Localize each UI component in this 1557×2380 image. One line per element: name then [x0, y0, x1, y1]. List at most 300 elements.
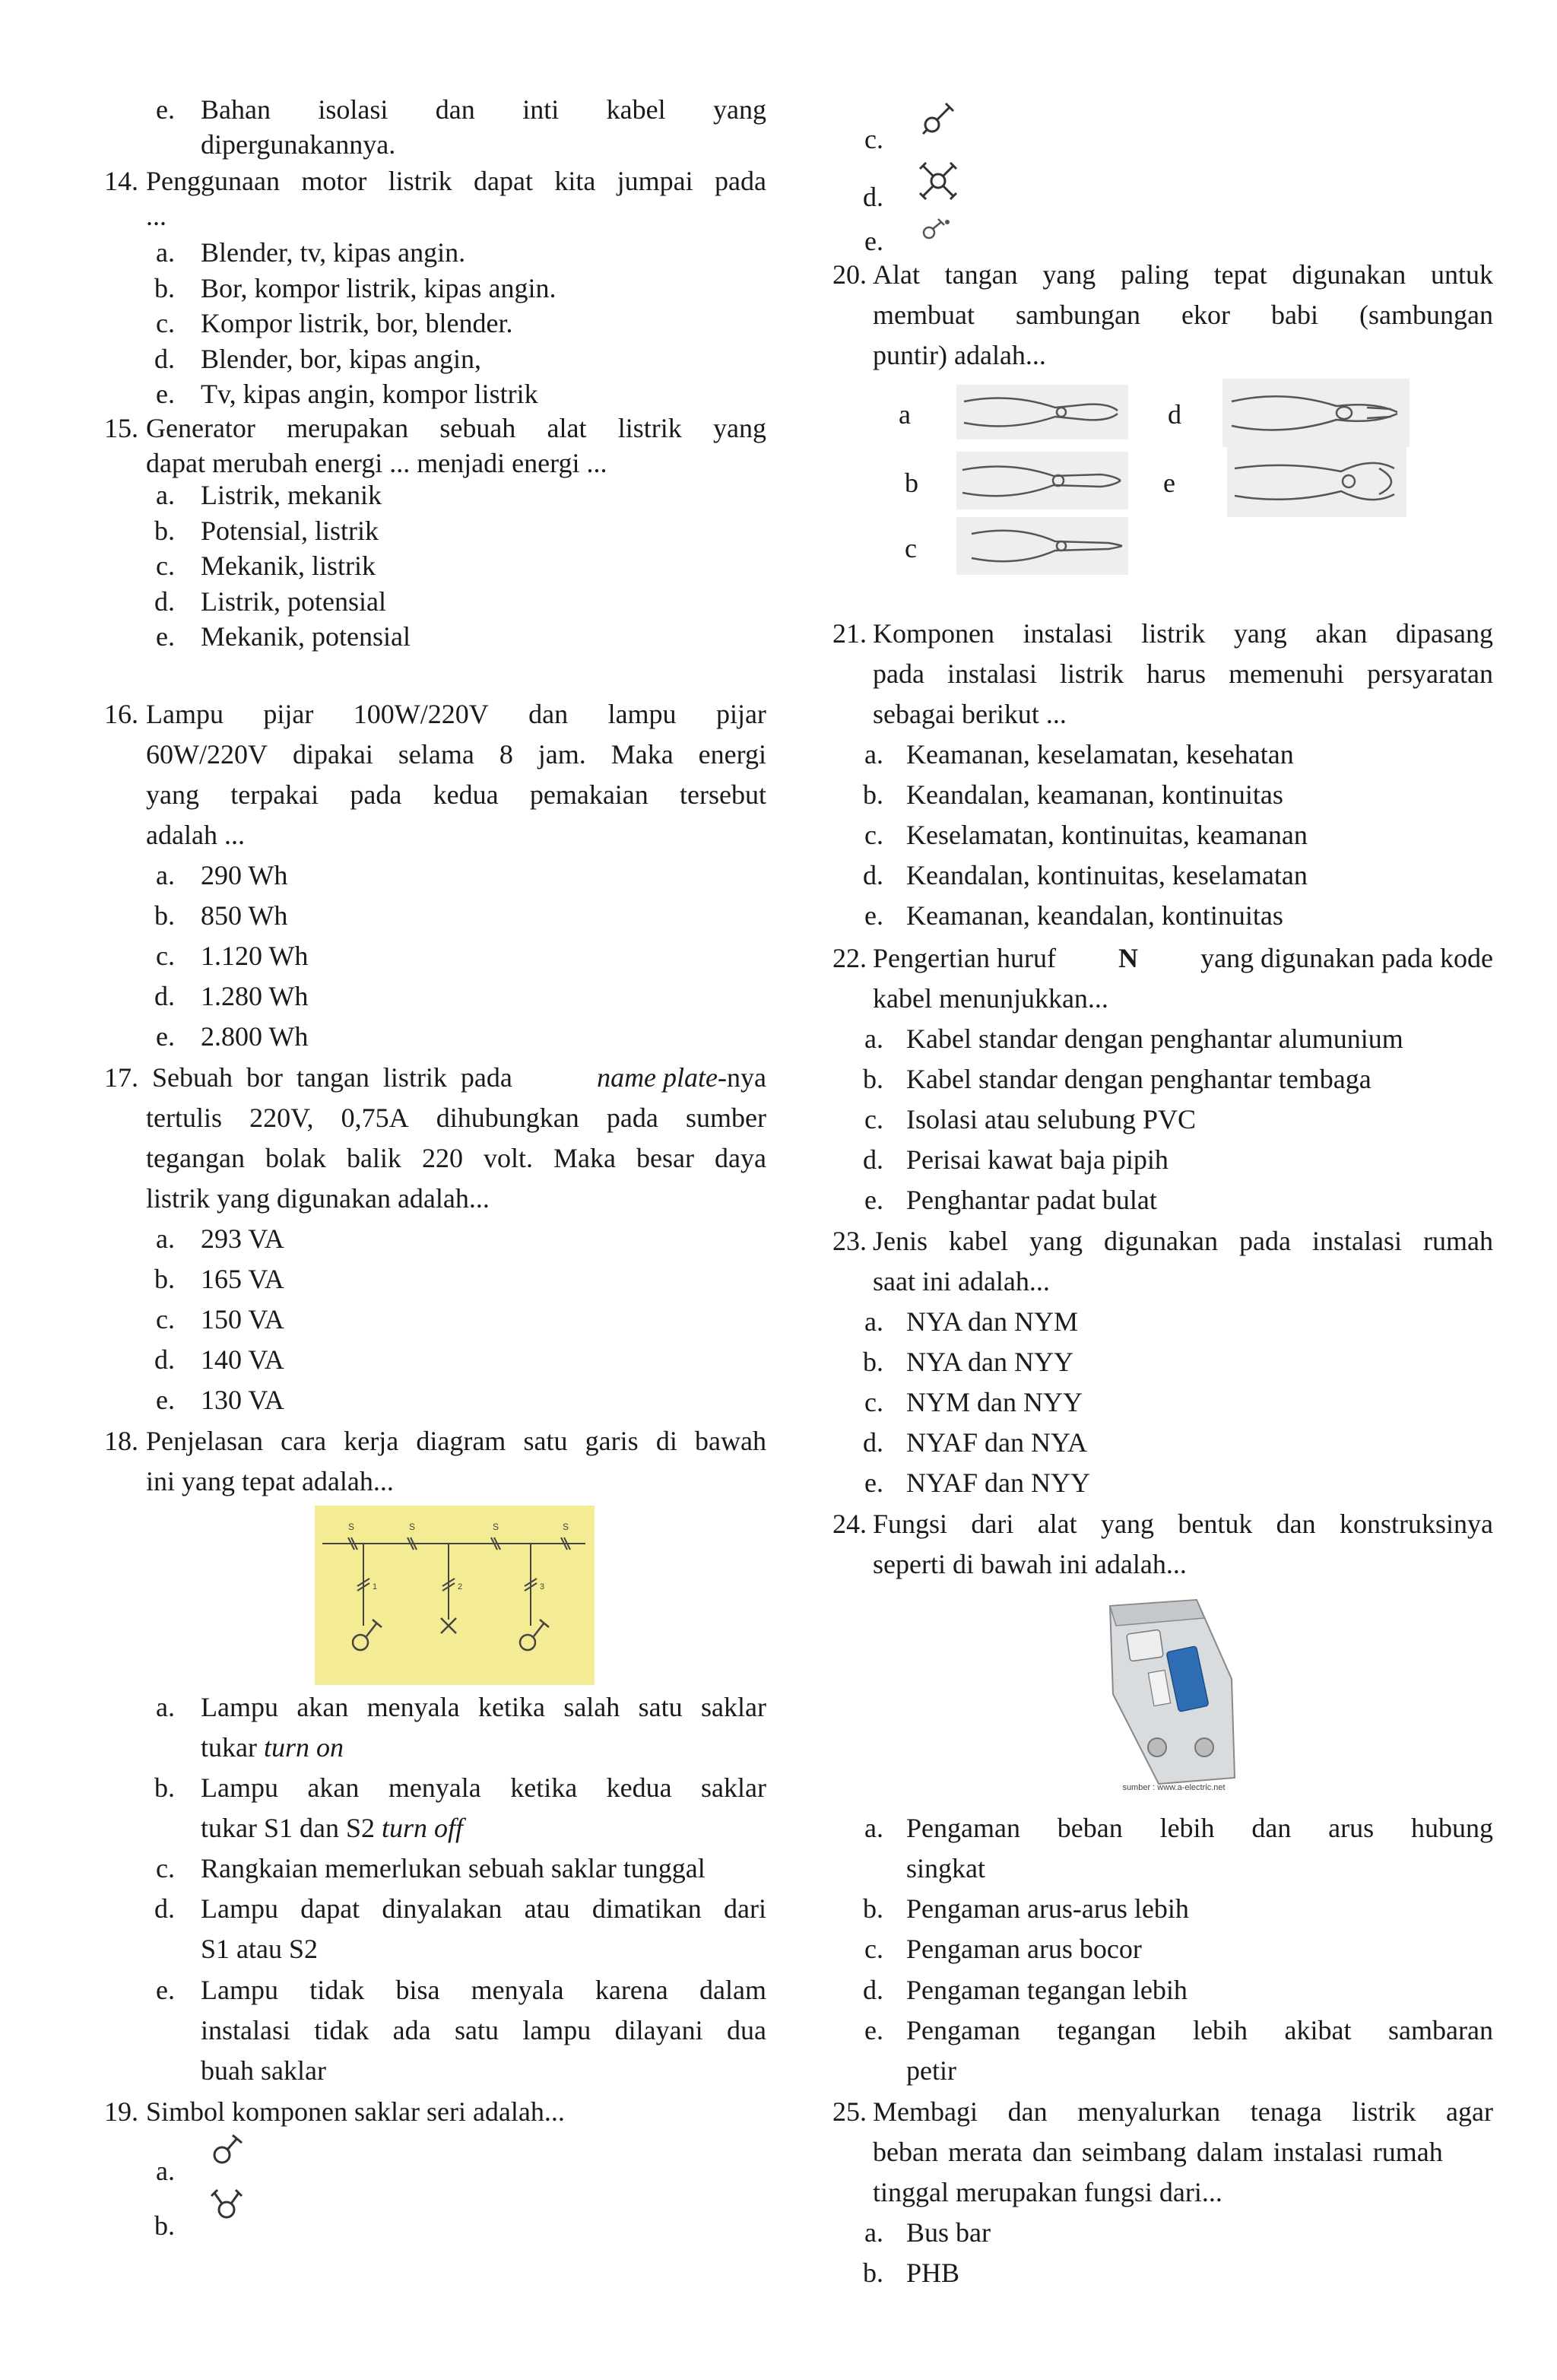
q14-option-letter: e. — [156, 379, 175, 409]
q16-stem-line2-word: Maka — [610, 739, 674, 770]
q18-stem-line1-word: bawah — [695, 1426, 766, 1456]
q16-stem-line3-word: terpakai — [230, 779, 319, 810]
q25-option-text[interactable]: PHB — [906, 2258, 960, 2288]
q23-option-text[interactable]: NYAF dan NYY — [906, 1468, 1090, 1498]
q17-stem-line4: listrik yang digunakan adalah... — [146, 1183, 490, 1214]
q16-option-letter: a. — [156, 860, 175, 890]
q15-option-letter: a. — [156, 480, 175, 510]
q20-number: 20. — [832, 259, 867, 290]
pliers-image-c[interactable] — [956, 517, 1128, 575]
q18-number: 18. — [104, 1426, 138, 1456]
q23-option-letter: a. — [864, 1306, 883, 1337]
q18-option-e-line1-word: karena — [595, 1975, 668, 2005]
switch-symbol-a-icon — [208, 2131, 246, 2169]
q21-stem-line1-word: Komponen — [873, 618, 994, 649]
q17-stem-line3-word: tegangan — [146, 1143, 245, 1173]
q15-option-letter: d. — [154, 585, 175, 617]
q21-option-letter: a. — [864, 739, 883, 770]
q14-option-text[interactable]: Blender, bor, kipas angin, — [201, 343, 482, 374]
q24-stem-line1 — [873, 1506, 1493, 1541]
q18-stem-line2: ini yang tepat adalah... — [146, 1466, 394, 1496]
q16-stem-line3-word: tersebut — [680, 779, 766, 810]
q24-option-a-line1-word: Pengaman — [906, 1813, 1020, 1843]
q14-stem-line1-word: dapat — [474, 166, 533, 196]
q15-option-text[interactable]: Potensial, listrik — [201, 515, 379, 546]
q17-stem-line2 — [146, 1100, 766, 1135]
pliers-image-b[interactable] — [956, 452, 1128, 509]
q16-stem-line3-word: yang — [146, 779, 199, 810]
q18-option-b-line1-word: ketika — [510, 1772, 578, 1803]
q18-option-b-line2-italic: turn off — [382, 1813, 464, 1843]
q20-stem-line1-word: untuk — [1430, 259, 1493, 290]
q18-option-e-line1-word: tidak — [309, 1975, 365, 2005]
q18-stem-line1-word: diagram — [416, 1426, 506, 1456]
switch-symbol-a[interactable] — [208, 2131, 246, 2172]
q17-stem-line3-word: balik — [346, 1143, 401, 1173]
q24-option-e-line1-word: sambaran — [1388, 2015, 1493, 2045]
q18-option-c-letter: c. — [156, 1853, 175, 1883]
q18-option-d-line1[interactable] — [201, 1891, 766, 1926]
q18-option-a-line1-word: ketika — [477, 1692, 545, 1722]
q14-option-letter: c. — [156, 308, 175, 338]
q21-option-letter: e. — [864, 900, 883, 931]
q18-option-d-line1-word: Lampu — [201, 1893, 278, 1924]
q15-option-text[interactable]: Listrik, mekanik — [201, 480, 382, 510]
q18-option-a-line1-word: salah — [563, 1692, 620, 1722]
q18-stem-line1-word: garis — [585, 1426, 639, 1456]
q24-option-b-letter: b. — [863, 1893, 883, 1924]
q20-label-a: a — [899, 399, 911, 430]
q19-option-a-letter: a. — [156, 2156, 175, 2186]
q18-option-e-line2-word: satu — [454, 2015, 499, 2045]
q14-option-text[interactable]: Tv, kipas angin, kompor listrik — [201, 379, 538, 409]
q22-option-text[interactable]: Penghantar padat bulat — [906, 1185, 1157, 1215]
q17-name-plate-suffix: -nya — [718, 1062, 766, 1093]
q18-option-a-line2-italic: turn on — [263, 1732, 344, 1763]
q17-stem-line2-word: tertulis — [146, 1103, 222, 1133]
q23-option-letter: d. — [863, 1427, 883, 1458]
q17-stem-line1-nameplate — [597, 1060, 766, 1095]
q24-stem-line1-word: bentuk — [1178, 1509, 1253, 1539]
q21-stem-line3: sebagai berikut ... — [873, 699, 1067, 729]
q15-option-letter: c. — [156, 551, 175, 581]
q23-option-letter: c. — [864, 1387, 883, 1417]
q18-option-d-line1-word: dari — [724, 1893, 766, 1924]
q15-option-text[interactable]: Mekanik, listrik — [201, 551, 376, 581]
q24-stem-line1-word: dari — [971, 1509, 1014, 1539]
q13-option-e-line1-word: kabel — [606, 94, 666, 125]
q14-option-text[interactable]: Kompor listrik, bor, blender. — [201, 308, 513, 338]
q20-stem-line2-word: (sambungan — [1359, 300, 1493, 330]
q21-option-text[interactable]: Keamanan, keselamatan, kesehatan — [906, 739, 1294, 770]
q16-stem-line2-word: jam. — [537, 739, 586, 770]
q15-option-letter: b. — [154, 515, 175, 546]
q17-stem-line2-word: pada — [606, 1103, 658, 1133]
q24-option-e-line1-word: tegangan — [1057, 2015, 1156, 2045]
q23-stem-line1-word: yang — [1029, 1226, 1083, 1256]
q24-option-a-line1-word: dan — [1251, 1813, 1292, 1843]
q24-option-a-line2[interactable]: singkat — [906, 1853, 985, 1883]
q18-option-a-letter: a. — [156, 1692, 175, 1722]
q17-stem-line1 — [152, 1060, 766, 1095]
q17-stem-line2-word: dihubungkan — [436, 1103, 579, 1133]
q13-option-e-line1-word: Bahan — [201, 94, 271, 125]
q24-stem-line1-word: Fungsi — [873, 1509, 948, 1539]
q21-option-text[interactable]: Keandalan, kontinuitas, keselamatan — [906, 860, 1308, 890]
q16-option-letter: c. — [156, 941, 175, 971]
q18-option-e-line2-word: ada — [392, 2015, 431, 2045]
q14-stem-line1-word: motor — [301, 166, 367, 196]
q25-stem-line1-word: agar — [1445, 2096, 1493, 2127]
q16-option-letter: d. — [154, 981, 175, 1011]
q25-stem-line2: beban merata dan seimbang dalam instalasi rumah — [873, 2137, 1443, 2167]
q19-option-e-letter: e. — [864, 226, 883, 256]
q24-option-a-line1-word: lebih — [1159, 1813, 1215, 1843]
q16-stem-line2-word: 60W/220V — [146, 739, 268, 770]
q24-stem-line1-word: alat — [1037, 1509, 1077, 1539]
switch-symbol-e-icon — [920, 216, 953, 242]
q23-option-letter: b. — [863, 1347, 883, 1377]
q16-option-text[interactable]: 290 Wh — [201, 860, 288, 890]
q20-stem-line1 — [873, 257, 1493, 292]
q18-option-b-line1-word: menyala — [388, 1772, 481, 1803]
q22-option-letter: a. — [864, 1023, 883, 1054]
q16-number: 16. — [104, 699, 138, 729]
q14-stem-line1-word: listrik — [388, 166, 452, 196]
q15-stem-line1-word: sebuah — [439, 413, 516, 443]
q14-option-letter: b. — [154, 272, 175, 303]
q22-stem-line1-b: yang digunakan pada kode — [1200, 943, 1493, 973]
pliers-a-icon — [956, 385, 1128, 440]
pliers-d-icon — [1222, 379, 1410, 447]
q25-stem-line1-word: Membagi — [873, 2096, 978, 2127]
q16-stem-line3 — [146, 777, 766, 812]
q18-option-b-line1[interactable] — [201, 1770, 766, 1805]
q15-option-letter: e. — [156, 621, 175, 652]
q14-option-text[interactable]: Blender, tv, kipas angin. — [201, 237, 466, 268]
q17-number: 17. — [104, 1062, 138, 1093]
q23-option-text[interactable]: NYAF dan NYA — [906, 1427, 1088, 1458]
q14-option-text[interactable]: Bor, kompor listrik, kipas angin. — [201, 272, 557, 303]
q18-option-a-line1-word: Lampu — [201, 1692, 278, 1722]
q24-option-c-line1[interactable]: Pengaman arus bocor — [906, 1934, 1142, 1964]
q24-option-c-letter: c. — [864, 1934, 883, 1964]
q20-label-d: d — [1168, 399, 1181, 430]
q16-stem-line1-word: 100W/220V — [353, 699, 489, 729]
q18-option-a-line1[interactable] — [201, 1690, 766, 1725]
q23-stem-line1-word: pada — [1238, 1226, 1291, 1256]
q24-option-a-letter: a. — [864, 1813, 883, 1843]
pliers-c-icon — [956, 517, 1128, 575]
switch-symbol-d-icon — [917, 160, 959, 202]
q20-stem-line1-word: yang — [1042, 259, 1096, 290]
q22-option-text[interactable]: Isolasi atau selubung PVC — [906, 1104, 1196, 1134]
q20-label-c: c — [905, 533, 917, 563]
q18-option-b-line2-text: tukar S1 dan S2 — [201, 1813, 375, 1843]
q16-stem-line4: adalah ... — [146, 820, 245, 850]
q16-stem-line3-word: kedua — [433, 779, 499, 810]
switch-symbol-c-icon — [917, 97, 959, 140]
q18-option-e-line2[interactable] — [201, 2013, 766, 2048]
switch-symbol-b[interactable] — [208, 2185, 246, 2227]
q15-stem-line1-word: alat — [547, 413, 587, 443]
q23-stem-line1-word: digunakan — [1104, 1226, 1218, 1256]
q14-stem-line1-word: pada — [714, 166, 766, 196]
q18-option-e-line1-word: menyala — [471, 1975, 564, 2005]
q22-option-letter: b. — [863, 1064, 883, 1094]
q18-option-d-line1-word: dimatikan — [591, 1893, 702, 1924]
q21-option-letter: c. — [864, 820, 883, 850]
q18-option-d-letter: d. — [154, 1893, 175, 1924]
q16-stem-line1-word: dan — [528, 699, 569, 729]
diagram-label-s-4: S — [563, 1522, 569, 1532]
diagram-label-s-3: S — [493, 1522, 499, 1532]
q20-stem-line2-word: membuat — [873, 300, 975, 330]
q14-option-letter: d. — [154, 343, 175, 374]
q16-stem-line2-word: 8 — [499, 739, 513, 770]
q22-number: 22. — [832, 943, 867, 973]
switch-symbol-e-dot — [945, 220, 950, 224]
q24-number: 24. — [832, 1509, 867, 1539]
q18-option-e-line2-word: tidak — [314, 2015, 369, 2045]
q17-stem-line3-word: besar — [636, 1143, 694, 1173]
q17-option-text[interactable]: 140 VA — [201, 1344, 284, 1375]
q24-option-d-line1[interactable]: Pengaman tegangan lebih — [906, 1975, 1188, 2005]
q15-option-text[interactable]: Listrik, potensial — [201, 585, 386, 617]
rcd-device-icon — [1083, 1595, 1265, 1796]
q24-stem-line2: seperti di bawah ini adalah... — [873, 1549, 1187, 1579]
diagram-label-branch-2: 2 — [458, 1582, 463, 1591]
pliers-image-d[interactable] — [1222, 379, 1410, 447]
q24-option-e-letter: e. — [864, 2015, 883, 2045]
q24-option-e-line2[interactable]: petir — [906, 2055, 956, 2086]
q15-stem-line2: dapat merubah energi ... menjadi energi ... — [146, 448, 607, 478]
q15-stem-line1-word: Generator — [146, 413, 255, 443]
rcd-device-image — [1083, 1595, 1265, 1796]
q21-stem-line2-word: harus — [1146, 658, 1207, 689]
q23-stem-line1-word: Jenis — [873, 1226, 928, 1256]
q13-option-e-letter: e. — [156, 94, 175, 125]
q23-option-letter: e. — [864, 1468, 883, 1498]
q17-option-text[interactable]: 293 VA — [201, 1223, 284, 1254]
switch-symbol-c[interactable] — [917, 97, 959, 144]
q20-stem-line2-word: ekor — [1181, 300, 1230, 330]
q24-option-b-line1[interactable]: Pengaman arus-arus lebih — [906, 1893, 1189, 1924]
q20-stem-line2 — [873, 297, 1493, 332]
q22-option-text[interactable]: Kabel standar dengan penghantar tembaga — [906, 1064, 1371, 1094]
q24-stem-line1-word: konstruksinya — [1340, 1509, 1493, 1539]
q17-stem-line2-word: 220V, — [249, 1103, 314, 1133]
q22-option-text[interactable]: Kabel standar dengan penghantar alumunium — [906, 1023, 1403, 1054]
q15-stem-line1 — [146, 411, 766, 446]
q21-stem-line1-word: listrik — [1141, 618, 1206, 649]
q17-name-plate-italic: name plate — [597, 1062, 718, 1093]
q23-stem-line1 — [873, 1223, 1493, 1258]
q14-option-letter: a. — [156, 237, 175, 268]
q21-stem-line1 — [873, 616, 1493, 651]
q18-stem-line1-word: satu — [523, 1426, 568, 1456]
q20-stem-line2-word: babi — [1271, 300, 1318, 330]
q14-stem-line1-word: Penggunaan — [146, 166, 280, 196]
q18-stem-line1-word: di — [655, 1426, 677, 1456]
q13-option-e-line1-word: yang — [712, 94, 766, 125]
diagram-label-branch-3: 3 — [540, 1582, 545, 1591]
q17-option-letter: c. — [156, 1304, 175, 1334]
q18-option-b-letter: b. — [154, 1772, 175, 1803]
q24-option-e-line1-word: lebih — [1193, 2015, 1248, 2045]
q17-option-letter: a. — [156, 1223, 175, 1254]
q19-option-b-letter: b. — [154, 2210, 175, 2241]
q18-stem-line1-word: Penjelasan — [146, 1426, 263, 1456]
q18-option-a-line1-word: satu — [638, 1692, 683, 1722]
q16-option-letter: b. — [154, 900, 175, 931]
q17-option-text[interactable]: 150 VA — [201, 1304, 284, 1334]
q15-stem-line1-word: yang — [712, 413, 766, 443]
q16-option-letter: e. — [156, 1021, 175, 1052]
q19-option-c-letter: c. — [864, 124, 883, 154]
q21-stem-line1-word: dipasang — [1395, 618, 1493, 649]
q14-stem-line1-word: jumpai — [617, 166, 693, 196]
q13-option-e-line1-word: dan — [435, 94, 475, 125]
q16-option-text[interactable]: 1.120 Wh — [201, 941, 309, 971]
q25-option-letter: b. — [863, 2258, 883, 2288]
q24-option-e-line1-word: Pengaman — [906, 2015, 1020, 2045]
q16-stem-line3-word: pemakaian — [529, 779, 648, 810]
diagram-label-branch-1: 1 — [373, 1582, 378, 1591]
q16-stem-line1-word: pijar — [715, 699, 766, 729]
q18-option-d-line1-word: dapat — [300, 1893, 360, 1924]
q21-stem-line2-word: instalasi — [947, 658, 1037, 689]
q21-stem-line2-word: memenuhi — [1229, 658, 1345, 689]
q23-option-text[interactable]: NYM dan NYY — [906, 1387, 1083, 1417]
q21-stem-line2-word: persyaratan — [1367, 658, 1493, 689]
q25-stem-line1-word: dan — [1007, 2096, 1048, 2127]
q22-stem-line2: kabel menunjukkan... — [873, 983, 1108, 1014]
q20-stem-line2-word: sambungan — [1016, 300, 1140, 330]
q13-option-e-line1[interactable] — [201, 92, 766, 127]
q22-option-text[interactable]: Perisai kawat baja pipih — [906, 1144, 1169, 1175]
q18-option-a-line2-text: tukar — [201, 1732, 257, 1763]
q23-number: 23. — [832, 1226, 867, 1256]
q15-stem-line1-word: merupakan — [287, 413, 409, 443]
pliers-image-a[interactable] — [956, 385, 1128, 440]
switch-symbol-e[interactable] — [920, 216, 953, 246]
q23-option-text[interactable]: NYA dan NYM — [906, 1306, 1079, 1337]
q24-option-a-line1-word: arus — [1328, 1813, 1375, 1843]
q21-option-text[interactable]: Keandalan, keamanan, kontinuitas — [906, 779, 1283, 810]
q16-stem-line2 — [146, 737, 766, 772]
q17-option-letter: d. — [154, 1344, 175, 1375]
q17-stem-line1-text: Sebuah bor tangan listrik pada — [152, 1062, 512, 1093]
q18-option-e-line1[interactable] — [201, 1972, 766, 2007]
q16-stem-line2-word: energi — [698, 739, 766, 770]
q24-option-d-letter: d. — [863, 1975, 883, 2005]
q19-stem-line1: Simbol komponen saklar seri adalah... — [146, 2096, 565, 2127]
q17-option-text[interactable]: 165 VA — [201, 1264, 284, 1294]
q18-option-b-line2[interactable] — [201, 1810, 463, 1845]
diagram-label-s-2: S — [409, 1522, 416, 1532]
q19-option-d-letter: d. — [863, 182, 883, 212]
q16-option-text[interactable]: 1.280 Wh — [201, 981, 309, 1011]
q18-option-e-line2-word: dua — [726, 2015, 766, 2045]
q25-option-letter: a. — [864, 2217, 883, 2248]
q16-stem-line1 — [146, 697, 766, 731]
q18-option-b-line1-word: kedua — [606, 1772, 672, 1803]
q21-stem-line1-word: akan — [1315, 618, 1368, 649]
pliers-image-e[interactable] — [1227, 446, 1406, 517]
q16-stem-line1-word: Lampu — [146, 699, 224, 729]
q15-option-text[interactable]: Mekanik, potensial — [201, 621, 411, 652]
q18-option-a-line2[interactable] — [201, 1730, 344, 1765]
q25-stem-line1-word: tenaga — [1250, 2096, 1322, 2127]
q16-stem-line2-word: dipakai — [292, 739, 373, 770]
q22-option-letter: d. — [863, 1144, 883, 1175]
q25-number: 25. — [832, 2096, 867, 2127]
q25-stem-line1-word: listrik — [1352, 2096, 1416, 2127]
q21-option-text[interactable]: Keselamatan, kontinuitas, keamanan — [906, 820, 1308, 850]
q18-option-a-line1-word: akan — [296, 1692, 349, 1722]
q20-stem-line1-word: tepat — [1213, 259, 1267, 290]
q18-option-b-line1-word: saklar — [701, 1772, 766, 1803]
q18-stem-line1-word: kerja — [344, 1426, 399, 1456]
q22-option-letter: e. — [864, 1185, 883, 1215]
q21-stem-line1-word: yang — [1233, 618, 1287, 649]
q13-option-e-line1-word: inti — [522, 94, 560, 125]
q18-option-e-line2-word: lampu — [522, 2015, 591, 2045]
q20-stem-line1-word: digunakan — [1292, 259, 1406, 290]
q18-option-e-line1-word: dalam — [699, 1975, 766, 2005]
q17-option-text[interactable]: 130 VA — [201, 1385, 284, 1415]
q16-option-text[interactable]: 2.800 Wh — [201, 1021, 309, 1052]
q18-option-e-letter: e. — [156, 1975, 175, 2005]
q18-option-b-line1-word: akan — [307, 1772, 360, 1803]
q21-option-text[interactable]: Keamanan, keandalan, kontinuitas — [906, 900, 1283, 931]
q20-stem-line1-word: paling — [1121, 259, 1189, 290]
q14-number: 14. — [104, 166, 138, 196]
q18-stem-line1-word: cara — [281, 1426, 327, 1456]
switch-symbol-d[interactable] — [917, 160, 959, 206]
q21-number: 21. — [832, 618, 867, 649]
q20-label-b: b — [905, 468, 918, 498]
q25-stem-line1 — [873, 2094, 1493, 2129]
q17-option-letter: b. — [154, 1264, 175, 1294]
q24-stem-line1-word: yang — [1101, 1509, 1154, 1539]
q21-stem-line1-word: instalasi — [1023, 618, 1113, 649]
q18-option-a-line1-word: saklar — [701, 1692, 766, 1722]
q25-stem-line3: tinggal merupakan fungsi dari... — [873, 2177, 1222, 2207]
q16-stem-line1-word: lampu — [607, 699, 677, 729]
pliers-b-icon — [956, 452, 1128, 509]
single-line-diagram — [315, 1506, 595, 1685]
q25-option-text[interactable]: Bus bar — [906, 2217, 991, 2248]
q24-stem-line1-word: dan — [1276, 1509, 1316, 1539]
q17-stem-line3-word: Maka — [553, 1143, 616, 1173]
q22-stem-line1-bold: N — [1118, 943, 1139, 973]
q14-stem-line1-word: kita — [554, 166, 596, 196]
q23-stem-line2: saat ini adalah... — [873, 1266, 1050, 1296]
q18-option-c-line1[interactable]: Rangkaian memerlukan sebuah saklar tunggal — [201, 1853, 706, 1883]
q18-option-d-line2[interactable]: S1 atau S2 — [201, 1934, 319, 1964]
q23-option-text[interactable]: NYA dan NYY — [906, 1347, 1073, 1377]
q24-option-a-line1[interactable] — [906, 1810, 1493, 1845]
q18-stem-line1 — [146, 1423, 766, 1458]
q17-option-letter: e. — [156, 1385, 175, 1415]
q13-option-e-line2[interactable]: dipergunakannya. — [201, 129, 396, 160]
q23-stem-line1-word: rumah — [1422, 1226, 1493, 1256]
q16-option-text[interactable]: 850 Wh — [201, 900, 288, 931]
q18-option-e-line3[interactable]: buah saklar — [201, 2055, 326, 2086]
q24-option-e-line1[interactable] — [906, 2013, 1493, 2048]
